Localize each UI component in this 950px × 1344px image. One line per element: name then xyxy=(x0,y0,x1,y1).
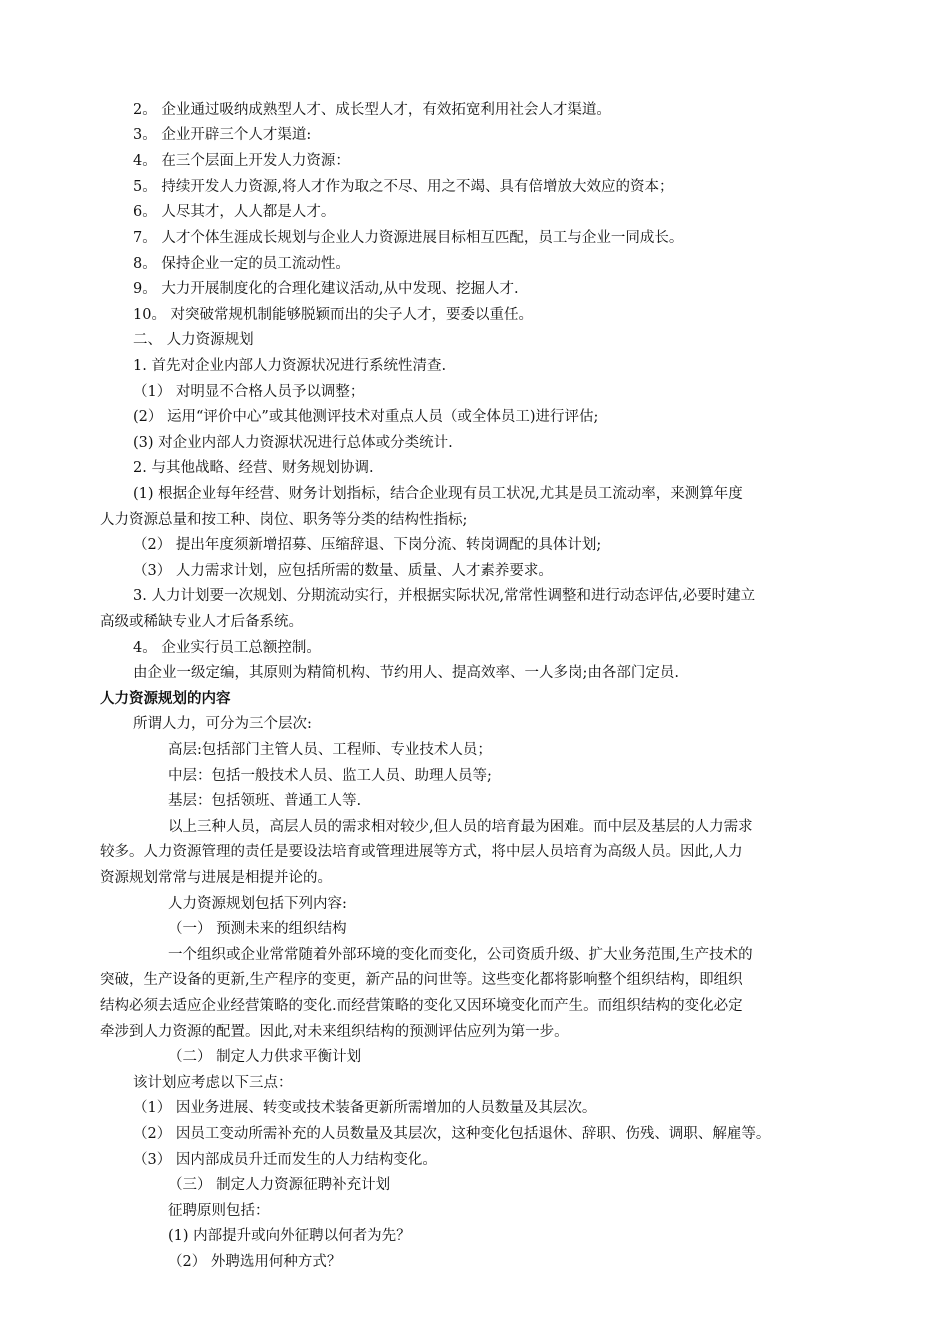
paragraph-line: 资源规划常常与进展是相提并论的。 xyxy=(100,870,332,886)
paragraph-line: （2） 因员工变动所需补充的人员数量及其层次，这种变化包括退休、辞职、伤残、调职、解雇等。 xyxy=(133,1126,771,1142)
paragraph-line: 中层：包括一般技术人员、监工人员、助理人员等; xyxy=(168,768,492,784)
paragraph-line: 所谓人力，可分为三个层次: xyxy=(133,716,312,732)
paragraph-line: 人力资源规划包括下列内容: xyxy=(168,896,347,912)
paragraph-line: 由企业一级定编，其原则为精简机构、节约用人、提高效率、一人多岗;由各部门定员. xyxy=(133,665,679,681)
list-item: 4。 在三个层面上开发人力资源： xyxy=(133,153,350,169)
paragraph-line: 2. 与其他战略、经营、财务规划协调. xyxy=(133,460,374,476)
paragraph-line: 牵涉到人力资源的配置。因此,对未来组织结构的预测评估应列为第一步。 xyxy=(100,1024,569,1040)
paragraph-line: 一个组织或企业常常随着外部环境的变化而变化，公司资质升级、扩大业务范围,生产技术的 xyxy=(168,947,753,963)
paragraph-line: 该计划应考虑以下三点： xyxy=(133,1075,293,1091)
paragraph-line: （3） 因内部成员升迁而发生的人力结构变化。 xyxy=(133,1152,437,1168)
list-item: 6。 人尽其才，人人都是人才。 xyxy=(133,204,336,220)
paragraph-line: 征聘原则包括： xyxy=(168,1203,270,1219)
list-item: 3。 企业开辟三个人才渠道: xyxy=(133,127,312,143)
paragraph-line: （2） 提出年度须新增招募、压缩辞退、下岗分流、转岗调配的具体计划; xyxy=(133,537,602,553)
paragraph-line: 以上三种人员，高层人员的需求相对较少,但人员的培育最为困难。而中层及基层的人力需求 xyxy=(168,819,753,835)
list-item: 10。 对突破常规机制能够脱颖而出的尖子人才，要委以重任。 xyxy=(133,307,534,323)
paragraph-line: （3） 人力需求计划，应包括所需的数量、质量、人才素养要求。 xyxy=(133,563,553,579)
list-item: 7。 人才个体生涯成长规划与企业人力资源进展目标相互匹配，员工与企业一同成长。 xyxy=(133,230,684,246)
subsection-heading: （一） 预测未来的组织结构 xyxy=(168,921,347,937)
list-item: 8。 保持企业一定的员工流动性。 xyxy=(133,256,350,272)
paragraph-line: 4。 企业实行员工总额控制。 xyxy=(133,640,321,656)
paragraph-line: 突破，生产设备的更新,生产程序的变更，新产品的问世等。这些变化都将影响整个组织结构，即组织 xyxy=(100,972,743,988)
paragraph-line: （1） 对明显不合格人员予以调整； xyxy=(133,384,365,400)
section-heading: 二、 人力资源规划 xyxy=(133,332,254,348)
paragraph-line: 高级或稀缺专业人才后备系统。 xyxy=(100,614,303,630)
paragraph-line: (1) 内部提升或向外征聘以何者为先？ xyxy=(168,1228,411,1244)
paragraph-line: 较多。人力资源管理的责任是要设法培育或管理进展等方式，将中层人员培育为高级人员。因此,人力 xyxy=(100,844,743,860)
list-item: 5。 持续开发人力资源,将人才作为取之不尽、用之不竭、具有倍增放大效应的资本； xyxy=(133,179,674,195)
paragraph-line: （1） 因业务进展、转变或技术装备更新所需增加的人员数量及其层次。 xyxy=(133,1100,597,1116)
list-item: 9。 大力开展制度化的合理化建议活动,从中发现、挖掘人才. xyxy=(133,281,519,297)
paragraph-line: 3. 人力计划要一次规划、分期流动实行，并根据实际状况,常常性调整和进行动态评估,必要时建立 xyxy=(133,588,756,604)
paragraph-line: (2） 运用“评价中心”或其他测评技术对重点人员（或全体员工)进行评估; xyxy=(133,409,599,425)
paragraph-line: (3) 对企业内部人力资源状况进行总体或分类统计. xyxy=(133,435,453,451)
paragraph-line: 结构必须去适应企业经营策略的变化.而经营策略的变化又因环境变化而产生。而组织结构的变化必定 xyxy=(100,998,743,1014)
paragraph-line: 高层:包括部门主管人员、工程师、专业技术人员； xyxy=(168,742,492,758)
subsection-heading: （二） 制定人力供求平衡计划 xyxy=(168,1049,362,1065)
paragraph-line: （2） 外聘选用何种方式？ xyxy=(168,1254,342,1270)
paragraph-line: 人力资源总量和按工种、岗位、职务等分类的结构性指标; xyxy=(100,512,468,528)
list-item: 2。 企业通过吸纳成熟型人才、成长型人才，有效拓宽利用社会人才渠道。 xyxy=(133,102,611,118)
subsection-heading: （三） 制定人力资源征聘补充计划 xyxy=(168,1177,391,1193)
paragraph-line: (1) 根据企业每年经营、财务计划指标，结合企业现有员工状况,尤其是员工流动率，来测算年度 xyxy=(133,486,743,502)
paragraph-line: 基层：包括领班、普通工人等. xyxy=(168,793,362,809)
paragraph-line: 1. 首先对企业内部人力资源状况进行系统性清查. xyxy=(133,358,447,374)
section-heading: 人力资源规划的内容 xyxy=(100,691,231,707)
